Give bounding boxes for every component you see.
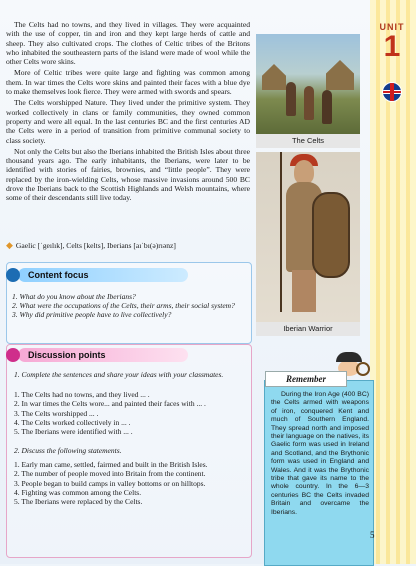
task-instruction: 2. Discuss the following statements. bbox=[14, 446, 122, 455]
magnifier-icon bbox=[356, 362, 370, 376]
legs-shape bbox=[292, 270, 316, 312]
list-item: 5. The Iberians were identified with ... . bbox=[14, 427, 133, 437]
section-title: Discussion points bbox=[18, 348, 188, 362]
figure-shape bbox=[304, 86, 314, 120]
head-shape bbox=[294, 160, 314, 184]
question: 3. Why did primitive people have to live collectively? bbox=[12, 310, 172, 320]
uk-flag-icon bbox=[382, 82, 402, 102]
section-bullet-icon bbox=[6, 268, 20, 282]
pronunciation-note bbox=[6, 240, 256, 251]
content-questions bbox=[12, 292, 250, 320]
pronunciation-text: Gaelic [ˈgeılık], Celts [kelts], Iberians [aıˈbı(ə)rıənz] bbox=[15, 241, 176, 250]
list-item: 4. The Celts worked collectively in ... . bbox=[14, 417, 131, 427]
unit-label: UNIT bbox=[379, 22, 405, 32]
unit-number: 1 bbox=[383, 30, 401, 63]
task-items bbox=[14, 460, 246, 506]
hat-shape bbox=[336, 352, 362, 362]
iberian-warrior-illustration bbox=[256, 152, 360, 322]
remember-box bbox=[264, 374, 374, 566]
discussion-header bbox=[6, 348, 178, 362]
question: 1. What do you know about the Iberians? bbox=[12, 292, 136, 301]
task-instruction: 1. Complete the sentences and share your ideas with your classmates. bbox=[14, 370, 224, 379]
content-focus-header bbox=[6, 268, 178, 282]
figure-shape bbox=[322, 90, 332, 124]
remember-title: Remember bbox=[265, 371, 347, 387]
diamond-bullet-icon: ◆ bbox=[6, 240, 13, 250]
paragraph: The Celts worshipped Nature. They lived under the primitive system. They worked collectively in clans or family communities, they owned common property and were all equal. In the last centuries BC and the first centuries AD the Celts were in a period of transition from primitive communal society to class society. bbox=[6, 98, 250, 145]
list-item: 3. The Celts worshipped ... . bbox=[14, 408, 99, 418]
list-item: 1. The Celts had no towns, and they lived ... . bbox=[14, 390, 150, 399]
list-item: 5. The Iberians were replaced by the Celts. bbox=[14, 497, 143, 507]
unit-tag bbox=[372, 22, 412, 62]
task-items bbox=[14, 390, 246, 436]
question: 2. What were the occupations of the Celts, their arms, their social system? bbox=[12, 301, 235, 311]
paragraph: The Celts had no towns, and they lived in villages. They were acquainted with the use of copper, tin and iron and they kept large herds of cattle and sheep. They also cultivated crops. The clothes of Celtic tribes of the Britons who inhabited the southeastern parts of the island were made of wool while the other Celts wore skins. bbox=[6, 20, 250, 67]
shield-shape bbox=[312, 192, 350, 278]
main-text bbox=[6, 20, 250, 205]
image-caption: Iberian Warrior bbox=[256, 322, 360, 336]
list-item: 3. People began to build camps in valley bottoms or on hilltops. bbox=[14, 478, 206, 488]
page-number: 5 bbox=[370, 530, 375, 540]
remember-text: During the Iron Age (400 BC) the Celts armed with weapons of iron, conquered Kent and much of Southern England. They spread north and imposed their language on the natives, its Gaelic form was used in Ireland and Scotland, and the Brythonic form was used in England and Wales. And it was the Brythonic tribe that gave its name to the whole country. In the 6—3 centuries BC the Celts invaded Britain and overcame the Iberians. bbox=[271, 391, 369, 516]
figure-shape bbox=[286, 82, 296, 116]
spear-shape bbox=[280, 152, 282, 312]
list-item: 2. The number of people moved into Britain from the continent. bbox=[14, 469, 206, 479]
section-bullet-icon bbox=[6, 348, 20, 362]
celts-illustration bbox=[256, 34, 360, 134]
paragraph: More of Celtic tribes were quite large and fighting was common among them. In war times the Celts wore skins and painted their faces with a blue dye to make themselves look fierce. They were armed with swords and spears. bbox=[6, 68, 250, 97]
image-caption: The Celts bbox=[256, 134, 360, 148]
paragraph: Not only the Celts but also the Iberians inhabited the British Isles about three thousand years ago. The early inhabitants, the Iberians, were later to be identified with stories of fairies, brownies, and “little people”. They were replaced by the iron-wielding Celts, whose massive invasions around 500 BC drove the Iberians back to the Scottish Highlands and Welsh mountains, where some of their descendants still live today. bbox=[6, 146, 250, 203]
section-title: Content focus bbox=[18, 268, 188, 282]
list-item: 4. Fighting was common among the Celts. bbox=[14, 487, 142, 497]
list-item: 1. Early man came, settled, fairmed and built in the British Isles. bbox=[14, 460, 208, 469]
list-item: 2. In war times the Celts wore... and painted their faces with ... . bbox=[14, 399, 206, 409]
hut-shape bbox=[326, 60, 354, 90]
hut-shape bbox=[262, 64, 286, 90]
